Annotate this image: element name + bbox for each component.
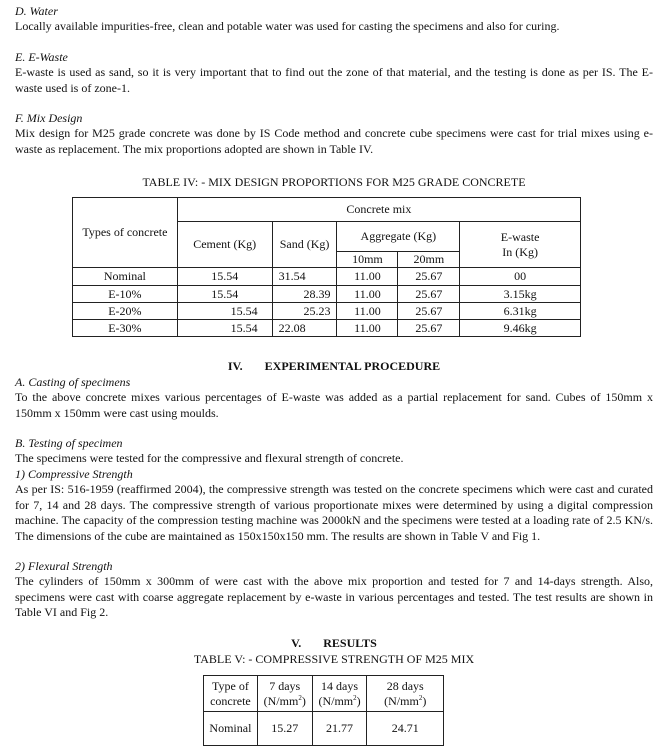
ewaste-heading: E. E-Waste [15,50,68,64]
table-row [73,303,581,320]
cell-cement: 15.54 [177,268,272,286]
table5-caption: TABLE V: - COMPRESSIVE STRENGTH OF M25 MIX [193,652,475,666]
header-sand: Sand (Kg) [272,222,337,268]
section4-number: IV. [227,359,243,373]
cell-20mm: 25.67 [398,268,460,286]
header-type-of-concrete [204,676,258,712]
ewaste-paragraph: E-waste is used as sand, so it is very important that to find out the zone of that material, and the testing is done as per IS. The E-waste used is of zone-1. [15,65,653,95]
cell-ewaste: 9.46kg [460,320,581,337]
table-row [204,712,444,746]
header-7-days-label: 7 days [269,678,301,693]
unit-label: $(N/mm^2)$ [384,693,427,708]
header-ewaste-line2: In (Kg) [502,244,538,259]
cell-10mm: 11.00 [337,320,398,337]
header-ewaste [460,222,581,268]
header-14-days-label: 14 days [321,678,359,693]
cell-10mm: 11.00 [337,268,398,286]
header-10mm: 10mm [337,252,398,268]
compressive-paragraph: As per IS: 516-1959 (reaffirmed 2004), the compressive strength was tested on the concrete specimens which were cast and curated for 7, 14 and 28 days. The compressive strength of various proportionate mixes were determined by using a digital compression machine. The capacity of the compression testing machine was 2000kN and the specimens were tested at a loading rate of 2.5 KN/s. The dimensions of the cube are maintained as 150x150x150 mm. The results are shown in Table V and Fig 1. [15,482,653,543]
header-concrete-mix: Concrete mix [177,198,580,222]
cell-sand: 28.39 [272,286,337,303]
cell-ewaste: 3.15kg [460,286,581,303]
cell-type: E-20% [73,303,178,320]
table-row [73,286,581,303]
cell-20mm: 25.67 [398,320,460,337]
table-row [73,320,581,337]
mix-design-paragraph: Mix design for M25 grade concrete was done by IS Code method and concrete cube specimens were cast for trial mixes using e-waste as replacement. The mix proportions adopted are shown in Table IV. [15,126,653,156]
flexural-heading: 2) Flexural Strength [15,559,113,573]
cell-ewaste: 00 [460,268,581,286]
section5-title: RESULTS [323,636,377,650]
header-type-line1: Type of [212,678,249,693]
header-28-days [367,676,444,712]
table4-caption: TABLE IV: - MIX DESIGN PROPORTIONS FOR M25 GRADE CONCRETE [142,175,526,189]
table-row [73,268,581,286]
unit-label: $(N/mm^2)$ [318,693,361,708]
cell-20mm: 25.67 [398,286,460,303]
compressive-strength-table [203,675,444,746]
cell-20mm: 25.67 [398,303,460,320]
header-14-days [312,676,367,712]
header-7-days [257,676,312,712]
cell-cement: 15.54 [177,286,272,303]
flexural-paragraph: The cylinders of 150mm x 300mm of were cast with the above mix proportion and tested for 7 and 14-days strength. Also, specimens were cast with coarse aggregate replacement by e-waste in various percentages and tested. The test results are shown in Table VI and Fig 2. [15,574,653,619]
cell-type: Nominal [204,712,258,746]
cell-10mm: 11.00 [337,286,398,303]
unit-label: $(N/mm^2)$ [263,693,306,708]
mix-design-heading: F. Mix Design [15,111,83,125]
cell-sand: 31.54 [272,268,337,286]
header-cement: Cement (Kg) [177,222,272,268]
cell-sand: 25.23 [272,303,337,320]
cell-sand: 22.08 [272,320,337,337]
section5-heading [0,636,668,651]
cell-14-days: 21.77 [312,712,367,746]
testing-heading: B. Testing of specimen [15,436,123,450]
cell-10mm: 11.00 [337,303,398,320]
testing-paragraph: The specimens were tested for the compressive and flexural strength of concrete. [15,451,404,465]
casting-heading: A. Casting of specimens [15,375,131,389]
header-20mm: 20mm [398,252,460,268]
cell-type: E-30% [73,320,178,337]
header-type-line2: concrete [210,693,251,708]
cell-cement: 15.54 [177,303,272,320]
cell-7-days: 15.27 [257,712,312,746]
cell-type: E-10% [73,286,178,303]
cell-28-days: 24.71 [367,712,444,746]
cell-type: Nominal [73,268,178,286]
header-ewaste-line1: E-waste [500,229,540,244]
section4-title: EXPERIMENTAL PROCEDURE [264,359,441,373]
section4-heading [0,359,668,374]
mix-design-table [72,197,581,337]
compressive-heading: 1) Compressive Strength [15,467,133,481]
header-28-days-label: 28 days [386,678,424,693]
cell-cement: 15.54 [177,320,272,337]
header-types-of-concrete: Types of concrete [73,198,178,268]
water-paragraph: Locally available impurities-free, clean and potable water was used for casting the specimens and also for curing. [15,19,560,33]
casting-paragraph: To the above concrete mixes various percentages of E-waste was added as a partial replacement for sand. Cubes of 150mm x 150mm x 150mm were cast using moulds. [15,390,653,420]
section5-number: V. [291,636,302,650]
header-aggregate: Aggregate (Kg) [337,222,460,252]
cell-ewaste: 6.31kg [460,303,581,320]
water-heading: D. Water [15,4,58,18]
